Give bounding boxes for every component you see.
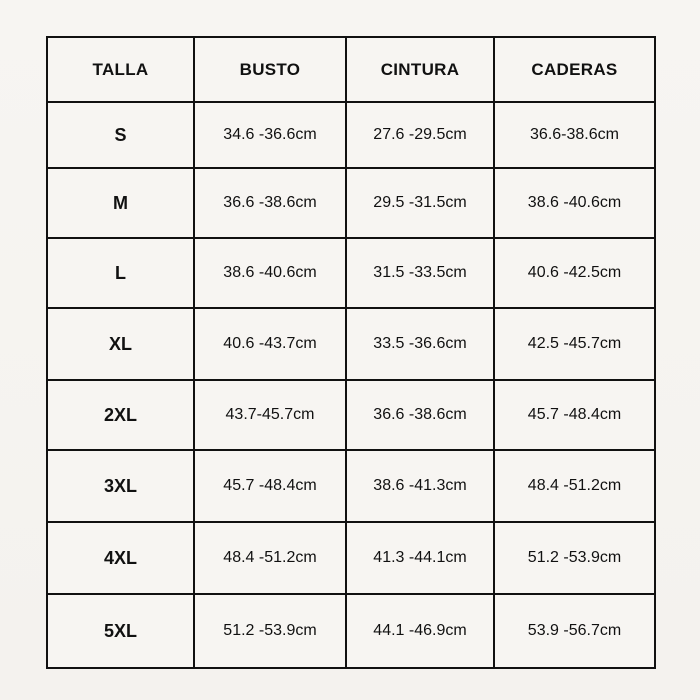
cintura-cell: 29.5 -31.5cm — [346, 168, 494, 238]
table-row — [47, 594, 655, 668]
header-row — [47, 37, 655, 102]
caderas-cell: 40.6 -42.5cm — [494, 238, 655, 308]
table-row — [47, 238, 655, 308]
busto-cell: 38.6 -40.6cm — [194, 238, 346, 308]
busto-cell: 48.4 -51.2cm — [194, 522, 346, 594]
cintura-cell: 44.1 -46.9cm — [346, 594, 494, 668]
busto-cell: 43.7-45.7cm — [194, 380, 346, 450]
size-cell: 4XL — [47, 522, 194, 594]
caderas-cell: 36.6-38.6cm — [494, 102, 655, 168]
caderas-cell: 45.7 -48.4cm — [494, 380, 655, 450]
table-row — [47, 522, 655, 594]
cintura-cell: 36.6 -38.6cm — [346, 380, 494, 450]
table-row — [47, 380, 655, 450]
table-row — [47, 450, 655, 522]
header-cintura: CINTURA — [346, 37, 494, 102]
header-talla: TALLA — [47, 37, 194, 102]
cintura-cell: 33.5 -36.6cm — [346, 308, 494, 380]
size-cell: 5XL — [47, 594, 194, 668]
busto-cell: 34.6 -36.6cm — [194, 102, 346, 168]
caderas-cell: 53.9 -56.7cm — [494, 594, 655, 668]
busto-cell: 51.2 -53.9cm — [194, 594, 346, 668]
cintura-cell: 31.5 -33.5cm — [346, 238, 494, 308]
cintura-cell: 41.3 -44.1cm — [346, 522, 494, 594]
size-chart-table — [46, 36, 656, 669]
size-cell: L — [47, 238, 194, 308]
table-row — [47, 308, 655, 380]
caderas-cell: 48.4 -51.2cm — [494, 450, 655, 522]
cintura-cell: 38.6 -41.3cm — [346, 450, 494, 522]
size-cell: 3XL — [47, 450, 194, 522]
size-cell: 2XL — [47, 380, 194, 450]
busto-cell: 45.7 -48.4cm — [194, 450, 346, 522]
caderas-cell: 51.2 -53.9cm — [494, 522, 655, 594]
size-cell: S — [47, 102, 194, 168]
header-caderas: CADERAS — [494, 37, 655, 102]
cintura-cell: 27.6 -29.5cm — [346, 102, 494, 168]
table-row — [47, 102, 655, 168]
busto-cell: 40.6 -43.7cm — [194, 308, 346, 380]
table-row — [47, 168, 655, 238]
caderas-cell: 38.6 -40.6cm — [494, 168, 655, 238]
header-busto: BUSTO — [194, 37, 346, 102]
busto-cell: 36.6 -38.6cm — [194, 168, 346, 238]
size-cell: XL — [47, 308, 194, 380]
size-cell: M — [47, 168, 194, 238]
caderas-cell: 42.5 -45.7cm — [494, 308, 655, 380]
